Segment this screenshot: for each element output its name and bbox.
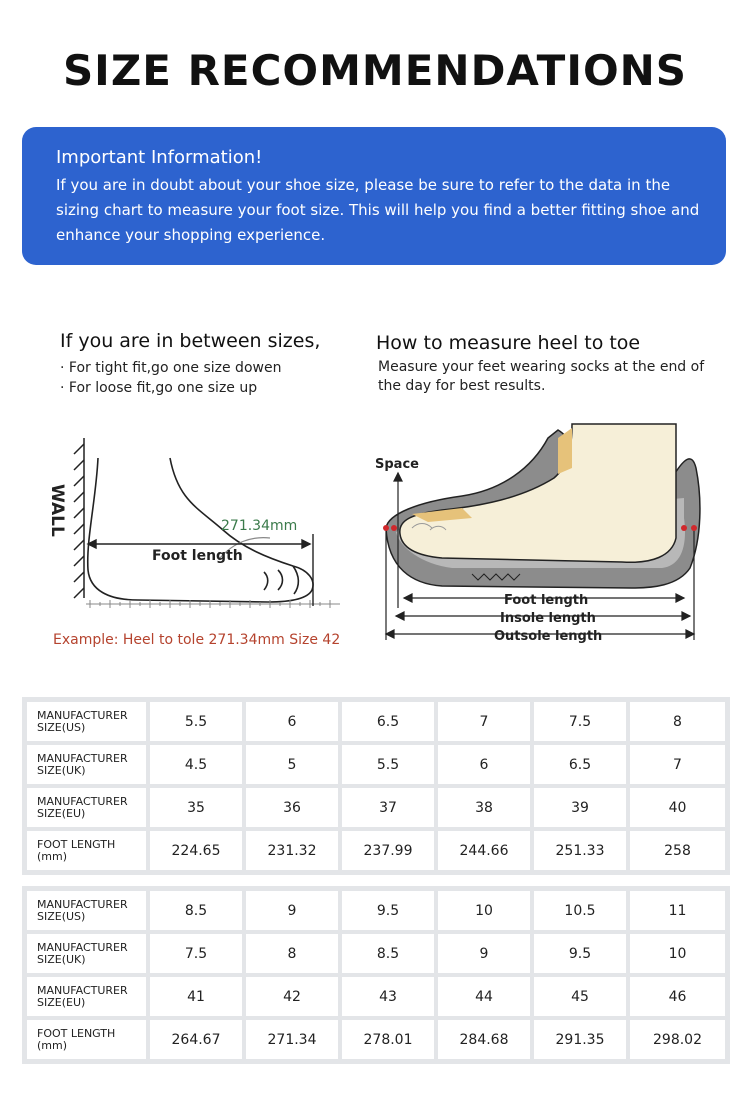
foot-in-shoe-illustration [372, 418, 712, 648]
row-label: FOOT LENGTH (mm) [27, 831, 146, 870]
size-cell: 6.5 [534, 745, 626, 784]
row-label: MANUFACTURER SIZE(UK) [27, 745, 146, 784]
table-row [22, 977, 730, 1016]
size-cell: 271.34 [246, 1020, 338, 1059]
size-example: Example: Heel to tole 271.34mm Size 42 [53, 632, 341, 648]
foot-length-label: Foot length [152, 548, 243, 564]
size-cell: 278.01 [342, 1020, 434, 1059]
space-label: Space [375, 457, 419, 472]
table-row [22, 891, 730, 930]
size-cell: 44 [438, 977, 530, 1016]
size-cell: 9.5 [342, 891, 434, 930]
foot-against-wall-illustration [38, 430, 348, 620]
size-cell: 291.35 [534, 1020, 626, 1059]
size-cell: 5.5 [150, 702, 242, 741]
size-cell: 298.02 [630, 1020, 725, 1059]
table-row [22, 831, 730, 870]
size-cell: 6.5 [342, 702, 434, 741]
size-cell: 37 [342, 788, 434, 827]
loose-fit-tip: · For loose fit,go one size up [60, 380, 258, 396]
insole-length-label: Insole length [500, 611, 596, 626]
size-cell: 39 [534, 788, 626, 827]
size-cell: 41 [150, 977, 242, 1016]
size-cell: 258 [630, 831, 725, 870]
tight-fit-tip: · For tight fit,go one size dowen [60, 360, 282, 376]
size-cell: 36 [246, 788, 338, 827]
info-body: If you are in doubt about your shoe size, please be sure to refer to the data in the sizing chart to measure your foot size. This will help you find a better fitting shoe and enhance your shopping experience. [56, 176, 700, 244]
size-cell: 284.68 [438, 1020, 530, 1059]
size-cell: 45 [534, 977, 626, 1016]
size-cell: 43 [342, 977, 434, 1016]
between-sizes-heading: If you are in between sizes, [60, 330, 321, 352]
length-arrow [88, 534, 313, 606]
size-cell: 4.5 [150, 745, 242, 784]
size-cell: 244.66 [438, 831, 530, 870]
size-cell: 8 [630, 702, 725, 741]
row-label: MANUFACTURER SIZE(US) [27, 702, 146, 741]
table-row [22, 745, 730, 784]
size-cell: 251.33 [534, 831, 626, 870]
size-cell: 7 [630, 745, 725, 784]
size-cell: 35 [150, 788, 242, 827]
table-row [22, 788, 730, 827]
size-cell: 7.5 [150, 934, 242, 973]
size-cell: 7 [438, 702, 530, 741]
size-cell: 8.5 [342, 934, 434, 973]
size-cell: 7.5 [534, 702, 626, 741]
size-cell: 38 [438, 788, 530, 827]
measure-instructions: Measure your feet wearing socks at the end of the day for best results. [378, 359, 705, 394]
row-label: MANUFACTURER SIZE(EU) [27, 788, 146, 827]
size-cell: 6 [438, 745, 530, 784]
measurement-value: 271.34mm [221, 518, 298, 534]
page-title: SIZE RECOMMENDATIONS [62, 46, 688, 95]
table-row [22, 934, 730, 973]
size-cell: 5 [246, 745, 338, 784]
size-cell: 9 [438, 934, 530, 973]
table-row [22, 1020, 730, 1059]
info-heading: Important Information! [56, 147, 263, 168]
foot [400, 424, 676, 562]
table-row [22, 702, 730, 741]
size-cell: 5.5 [342, 745, 434, 784]
size-cell: 8 [246, 934, 338, 973]
important-info-box [22, 127, 726, 265]
outsole-length-label: Outsole length [494, 629, 603, 644]
wall [74, 438, 84, 598]
size-cell: 10.5 [534, 891, 626, 930]
size-cell: 264.67 [150, 1020, 242, 1059]
size-cell: 9 [246, 891, 338, 930]
row-label: MANUFACTURER SIZE(US) [27, 891, 146, 930]
row-label: MANUFACTURER SIZE(EU) [27, 977, 146, 1016]
size-cell: 231.32 [246, 831, 338, 870]
size-cell: 46 [630, 977, 725, 1016]
wall-label: WALL [47, 484, 67, 537]
size-cell: 11 [630, 891, 725, 930]
size-table-2 [22, 886, 730, 1064]
size-cell: 9.5 [534, 934, 626, 973]
size-table-1 [22, 697, 730, 875]
foot-length-label: Foot length [504, 593, 589, 608]
size-cell: 42 [246, 977, 338, 1016]
row-label: FOOT LENGTH (mm) [27, 1020, 146, 1059]
size-cell: 237.99 [342, 831, 434, 870]
size-cell: 224.65 [150, 831, 242, 870]
size-cell: 40 [630, 788, 725, 827]
row-label: MANUFACTURER SIZE(UK) [27, 934, 146, 973]
size-cell: 10 [438, 891, 530, 930]
size-cell: 6 [246, 702, 338, 741]
measure-heading: How to measure heel to toe [376, 332, 641, 354]
size-cell: 10 [630, 934, 725, 973]
size-cell: 8.5 [150, 891, 242, 930]
